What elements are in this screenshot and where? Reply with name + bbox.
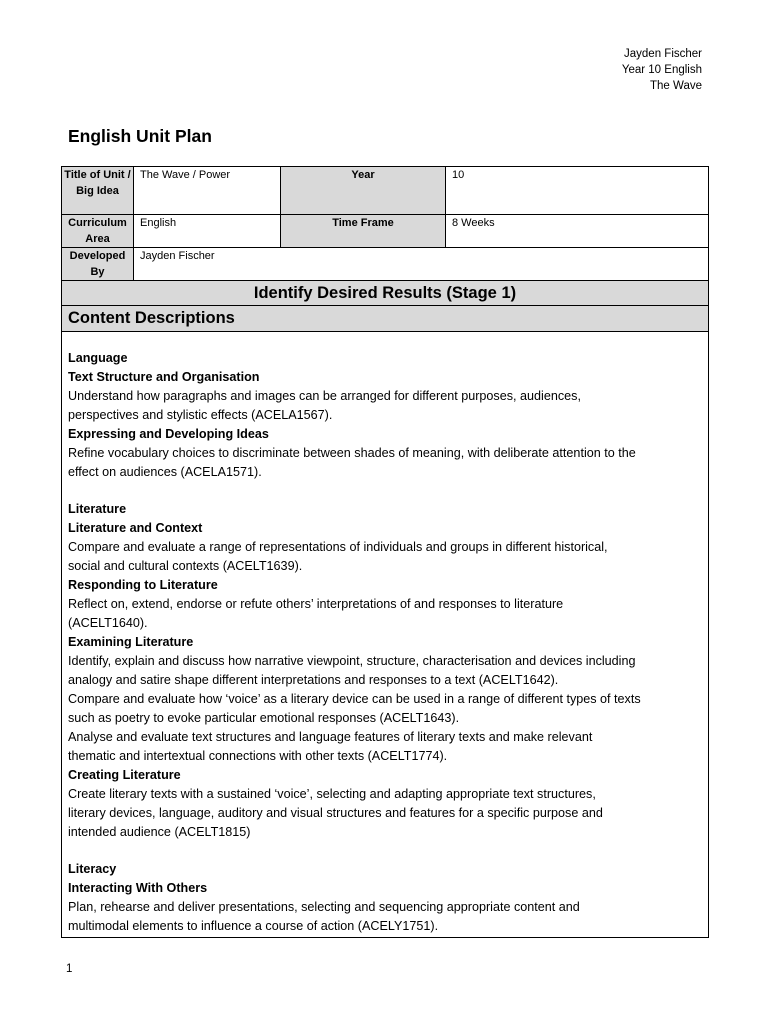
year-value: 10 xyxy=(446,167,709,215)
body-line: multimodal elements to influence a course of action (ACELY1751). xyxy=(68,919,439,933)
curriculum-value: English xyxy=(134,215,281,248)
table-row xyxy=(62,281,709,306)
subsection-heading: Creating Literature xyxy=(68,768,181,782)
page-header xyxy=(622,46,702,94)
body-line: effect on audiences (ACELA1571). xyxy=(68,465,262,479)
body-line: Understand how paragraphs and images can be arranged for different purposes, audiences, xyxy=(68,389,581,403)
body-line: (ACELT1640). xyxy=(68,616,148,630)
section-heading: Language xyxy=(68,351,128,365)
body-line: Identify, explain and discuss how narrative viewpoint, structure, characterisation and devices including xyxy=(68,654,636,668)
subsection-heading: Responding to Literature xyxy=(68,578,218,592)
body-line: intended audience (ACELT1815) xyxy=(68,825,251,839)
section-heading: Literature xyxy=(68,502,127,516)
body-line: perspectives and stylistic effects (ACELA1567). xyxy=(68,408,333,422)
body-line: analogy and satire shape different interpretations and responses to a text (ACELT1642). xyxy=(68,673,559,687)
page-number: 1 xyxy=(66,963,73,975)
subsection-heading: Text Structure and Organisation xyxy=(68,370,260,384)
timeframe-value: 8 Weeks xyxy=(446,215,709,248)
table-row xyxy=(62,167,709,215)
table-row xyxy=(62,248,709,281)
document-title: English Unit Plan xyxy=(68,126,212,146)
section-heading: Literacy xyxy=(68,862,117,876)
body-line: Reflect on, extend, endorse or refute others’ interpretations of and responses to literature xyxy=(68,597,564,611)
unit-plan-table xyxy=(61,166,709,938)
timeframe-label: Time Frame xyxy=(281,215,446,248)
body-line: Refine vocabulary choices to discriminate between shades of meaning, with deliberate attention to the xyxy=(68,446,636,460)
subsection-heading: Literature and Context xyxy=(68,521,203,535)
subsection-heading: Expressing and Developing Ideas xyxy=(68,427,269,441)
header-author: Jayden Fischer xyxy=(624,48,702,60)
title-label: Title of Unit / Big Idea xyxy=(62,167,134,215)
curriculum-label: Curriculum Area xyxy=(62,215,134,248)
subsection-heading: Interacting With Others xyxy=(68,881,208,895)
title-value: The Wave / Power xyxy=(134,167,281,215)
body-line: thematic and intertextual connections with other texts (ACELT1774). xyxy=(68,749,448,763)
header-course: Year 10 English xyxy=(621,64,702,76)
table-row xyxy=(62,215,709,248)
table-row xyxy=(62,332,709,938)
developed-label: Developed By xyxy=(62,248,134,281)
spacer xyxy=(68,482,702,500)
subsection-heading: Examining Literature xyxy=(68,635,194,649)
spacer xyxy=(68,842,702,860)
body-line: such as poetry to evoke particular emotional responses (ACELT1643). xyxy=(68,711,460,725)
body-line: Compare and evaluate a range of representations of individuals and groups in different historical, xyxy=(68,540,608,554)
body-line: Compare and evaluate how ‘voice’ as a literary device can be used in a range of different types of texts xyxy=(68,692,641,706)
year-label: Year xyxy=(281,167,446,215)
developed-value: Jayden Fischer xyxy=(134,248,709,281)
stage-heading: Identify Desired Results (Stage 1) xyxy=(62,281,709,306)
body-line: Analyse and evaluate text structures and language features of literary texts and make relevant xyxy=(68,730,593,744)
body-line: Plan, rehearse and deliver presentations, selecting and sequencing appropriate content and xyxy=(68,900,580,914)
header-unit: The Wave xyxy=(650,80,702,92)
body-line: social and cultural contexts (ACELT1639). xyxy=(68,559,303,573)
content-descriptions-heading: Content Descriptions xyxy=(62,306,709,332)
table-row xyxy=(62,306,709,332)
body-line: literary devices, language, auditory and visual structures and features for a specific purpose and xyxy=(68,806,603,820)
body-line: Create literary texts with a sustained ‘voice’, selecting and adapting appropriate text structures, xyxy=(68,787,596,801)
content-descriptions-body xyxy=(62,332,709,938)
